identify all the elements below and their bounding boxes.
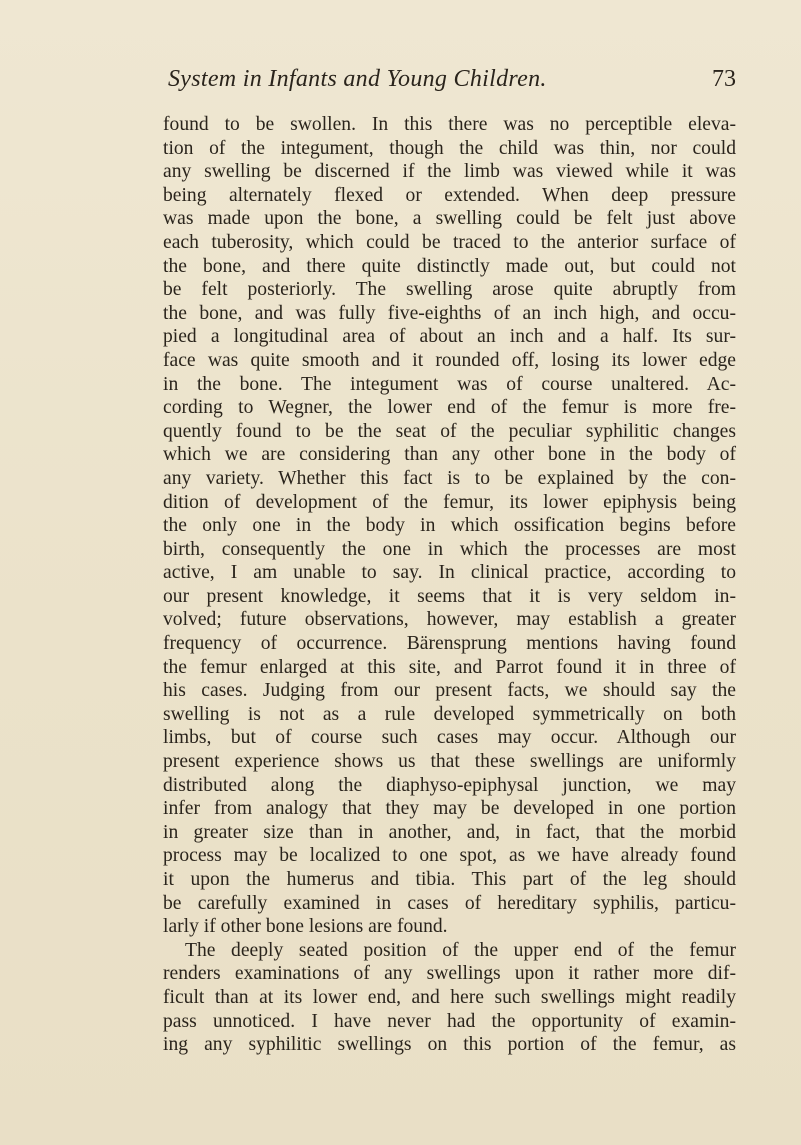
text-line: our present knowledge, it seems that it is very seldom in- [163, 585, 736, 607]
text-line: distributed along the diaphyso-epiphysal junction, we may [163, 774, 736, 796]
text-line: pass unnoticed. I have never had the opportunity of examin- [163, 1010, 736, 1032]
text-line: ing any syphilitic swellings on this portion of the femur, as [163, 1034, 736, 1056]
text-line: limbs, but of course such cases may occur. Although our [163, 727, 736, 749]
text-line: swelling is not as a rule developed symmetrically on both [163, 703, 736, 725]
text-line: was made upon the bone, a swelling could be felt just above [163, 208, 736, 230]
text-line: present experience shows us that these swellings are uniformly [163, 751, 736, 773]
text-line: the femur enlarged at this site, and Parrot found it in three of [163, 656, 736, 678]
text-line: being alternately flexed or extended. When deep pressure [163, 184, 736, 206]
text-line: the bone, and there quite distinctly made out, but could not [163, 255, 736, 277]
text-line: be carefully examined in cases of hereditary syphilis, particu- [163, 892, 736, 914]
text-line: any variety. Whether this fact is to be explained by the con- [163, 467, 736, 489]
page-header [168, 66, 736, 100]
text-line: tion of the integument, though the child was thin, nor could [163, 137, 736, 159]
text-line: his cases. Judging from our present facts, we should say the [163, 680, 736, 702]
text-line: pied a longitudinal area of about an inch and a half. Its sur- [163, 326, 736, 348]
text-line: birth, consequently the one in which the processes are most [163, 538, 736, 560]
paragraph-start-line: The deeply seated position of the upper end of the femur [185, 939, 736, 961]
text-line: the bone, and was fully five-eighths of an inch high, and occu- [163, 302, 736, 324]
page-number: 73 [712, 66, 736, 92]
text-line: dition of development of the femur, its lower epiphysis being [163, 491, 736, 513]
text-line: be felt posteriorly. The swelling arose quite abruptly from [163, 279, 736, 301]
text-line: found to be swollen. In this there was no perceptible eleva- [163, 114, 736, 135]
text-line: in the bone. The integument was of course unaltered. Ac- [163, 373, 736, 395]
text-line: volved; future observations, however, may establish a greater [163, 609, 736, 631]
text-line: ficult than at its lower end, and here such swellings might readily [163, 986, 736, 1008]
running-head: System in Infants and Young Children. [168, 66, 547, 92]
text-line: it upon the humerus and tibia. This part of the leg should [163, 869, 736, 890]
text-line: frequency of occurrence. Bärensprung mentions having found [163, 633, 736, 655]
text-line: active, I am unable to say. In clinical practice, according to [163, 562, 736, 584]
text-line: renders examinations of any swellings upon it rather more dif- [163, 963, 736, 985]
text-line: process may be localized to one spot, as we have already found [163, 845, 736, 867]
text-line: quently found to be the seat of the peculiar syphilitic changes [163, 420, 736, 442]
text-line: cording to Wegner, the lower end of the femur is more fre- [163, 397, 736, 419]
text-line: any swelling be discerned if the limb was viewed while it was [163, 161, 736, 183]
text-line: each tuberosity, which could be traced to the anterior surface of [163, 231, 736, 253]
text-line: face was quite smooth and it rounded off, losing its lower edge [163, 349, 736, 371]
body-text [163, 113, 736, 1057]
text-line: infer from analogy that they may be developed in one portion [163, 798, 736, 820]
text-line: the only one in the body in which ossification begins before [163, 515, 736, 537]
text-line: in greater size than in another, and, in fact, that the morbid [163, 821, 736, 843]
text-line: which we are considering than any other bone in the body of [163, 444, 736, 466]
paragraph-end-line: larly if other bone lesions are found. [163, 916, 448, 938]
